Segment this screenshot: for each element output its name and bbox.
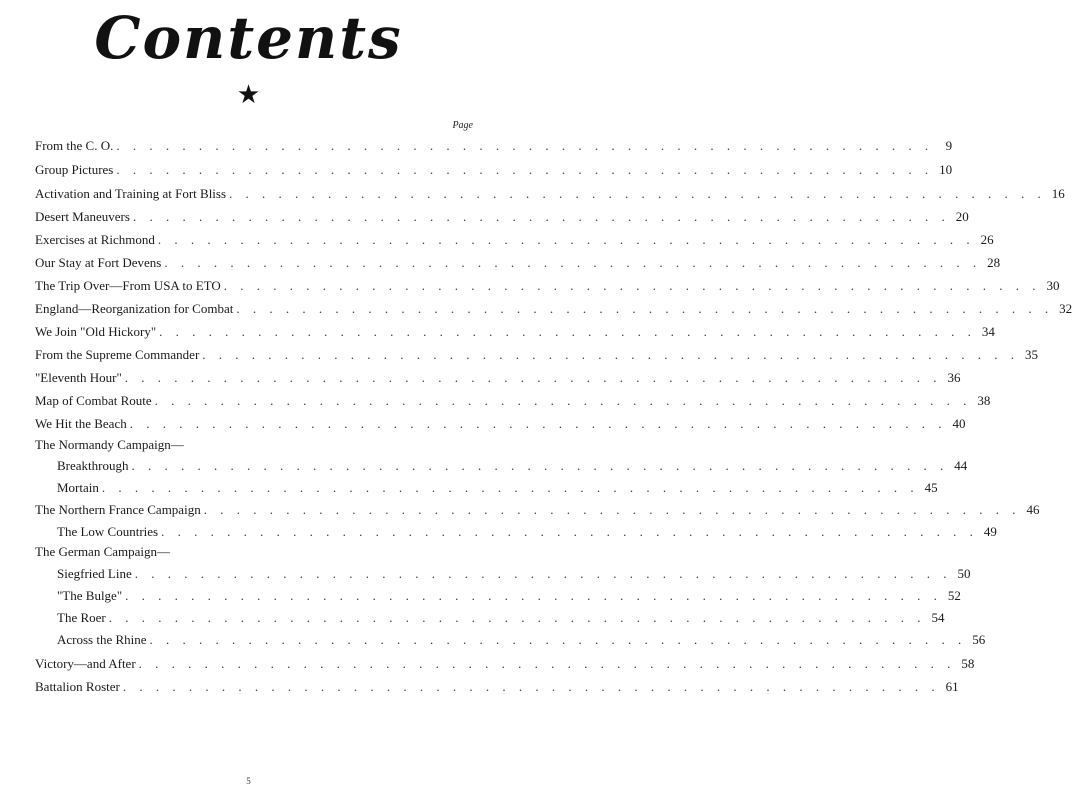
dot-leader: . . . . . . . . . . . . . . . . . . . . . . . . . . . . . . . . . . . . . . . . . . . . . . . . . . [122,679,940,694]
dot-leader: . . . . . . . . . . . . . . . . . . . . . . . . . . . . . . . . . . . . . . . . . . . . . . . . . . [223,278,1041,293]
dot-leader: . . . . . . . . . . . . . . . . . . . . . . . . . . . . . . . . . . . . . . . . . . . . . . . . . . [134,566,952,581]
toc-entry-label: Battalion Roster [35,679,120,694]
toc-entry-page: 45 [924,480,938,495]
toc-entry [35,135,953,157]
dot-leader: . . . . . . . . . . . . . . . . . . . . . . . . . . . . . . . . . . . . . . . . . . . . . . . . . . [159,324,976,339]
dot-leader: . . . . . . . . . . . . . . . . . . . . . . . . . . . . . . . . . . . . . . . . . . . . . . . . . . [154,393,972,408]
toc-entry-label: "Eleventh Hour" [35,370,122,385]
toc-entry-page: 49 [983,524,997,539]
toc-entry-label: The German Campaign— [35,544,171,559]
star-icon: ★ [236,80,261,109]
toc-entry-label: From the Supreme Commander [35,347,200,362]
toc-entry-label: "The Bulge" [57,588,123,603]
toc-entry [35,367,961,389]
toc-entry-label: Map of Combat Route [35,393,152,408]
toc-entry-label: The Trip Over—From USA to ETO [35,278,221,293]
toc-entry-label: The Northern France Campaign [35,502,201,517]
toc-entry-page: 50 [957,566,971,581]
toc-entry [35,229,994,251]
toc-entry-label: Breakthrough [57,458,129,473]
toc-entry-label: We Hit the Beach [35,416,127,431]
toc-entry-page: 44 [954,458,968,473]
toc-entry [35,298,1072,320]
toc-entry-label: Siegfried Line [57,566,132,581]
toc-entry-page: 9 [945,138,953,153]
toc-entry [35,541,473,563]
dot-leader: . . . . . . . . . . . . . . . . . . . . . . . . . . . . . . . . . . . . . . . . . . . . . . . . . . [164,255,982,270]
toc-entry [35,321,995,343]
toc-entry [35,653,975,675]
dot-leader: . . . . . . . . . . . . . . . . . . . . . . . . . . . . . . . . . . . . . . . . . . . . . . . . . . [202,347,1020,362]
toc-entry-label: England—Reorganization for Combat [35,301,234,316]
dot-leader: . . . . . . . . . . . . . . . . . . . . . . . . . . . . . . . . . . . . . . . . . . . . . . . . . . [125,588,942,603]
toc-entry [57,607,945,629]
toc-entry-page: 52 [947,588,961,603]
toc-entry-page: 46 [1026,502,1040,517]
toc-entry-label: From the C. O. [35,138,114,153]
dot-leader: . . . . . . . . . . . . . . . . . . . . . . . . . . . . . . . . . . . . . . . . . . . . . . . . . . [116,162,934,177]
toc-entry [35,252,1001,274]
toc-entry-label: Across the Rhine [57,632,147,647]
dot-leader: . . . . . . . . . . . . . . . . . . . . . . . . . . . . . . . . . . . . . . . . . . . . . . . . . . [129,416,947,431]
dot-leader: . . . . . . . . . . . . . . . . . . . . . . . . . . . . . . . . . . . . . . . . . . . . . . . . . . [108,610,926,625]
toc-entry [35,434,473,456]
toc-entry-page: 10 [939,162,953,177]
dot-leader: . . . . . . . . . . . . . . . . . . . . . . . . . . . . . . . . . . . . . . . . . . . . . . . . . . [149,632,967,647]
page-column-header: Page [452,120,473,131]
dot-leader: . . . . . . . . . . . . . . . . . . . . . . . . . . . . . . . . . . . . . . . . . . . . . . . . . . [229,186,1046,201]
dot-leader: . . . . . . . . . . . . . . . . . . . . . . . . . . . . . . . . . . . . . . . . . . . . . . . . . . [101,480,919,495]
toc-entry-label: Group Pictures [35,162,114,177]
toc-entry-label: Mortain [57,480,99,495]
toc-entry-page: 26 [980,232,994,247]
dot-leader: . . . . . . . . . . . . . . . . . . . . . . . . . . . . . . . . . . . . . . . . . . . . . . . . . . [203,502,1021,517]
toc-entry [35,390,991,412]
toc-entry-label: Activation and Training at Fort Bliss [35,186,227,201]
toc-entry-page: 38 [977,393,991,408]
toc-entry-label: The Roer [57,610,106,625]
toc-entry-page: 61 [945,679,959,694]
toc-entry [57,585,961,607]
toc-entry-page: 54 [931,610,945,625]
toc-entry [35,183,1065,205]
toc-entry [57,563,971,585]
toc-entry-page: 58 [961,656,975,671]
toc-entry-label: Our Stay at Fort Devens [35,255,162,270]
toc-entry-page: 32 [1059,301,1072,316]
toc-entry-label: Victory—and After [35,656,136,671]
toc-entry [35,159,953,181]
page-number: 5 [246,776,251,786]
dot-leader: . . . . . . . . . . . . . . . . . . . . . . . . . . . . . . . . . . . . . . . . . . . . . . . . . . [157,232,975,247]
toc-entry [57,477,938,499]
toc-entry-label: Desert Maneuvers [35,209,130,224]
toc-entry-label: We Join "Old Hickory" [35,324,157,339]
dot-leader: . . . . . . . . . . . . . . . . . . . . . . . . . . . . . . . . . . . . . . . . . . . . . . . . . . [132,209,950,224]
toc-entry-page: 28 [987,255,1001,270]
toc-entry-page: 35 [1025,347,1039,362]
toc-entry [35,206,969,228]
dot-leader: . . . . . . . . . . . . . . . . . . . . . . . . . . . . . . . . . . . . . . . . . . . . . . . . . . [124,370,942,385]
dot-leader: . . . . . . . . . . . . . . . . . . . . . . . . . . . . . . . . . . . . . . . . . . . . . . . . . . [138,656,956,671]
dot-leader: . . . . . . . . . . . . . . . . . . . . . . . . . . . . . . . . . . . . . . . . . . . . . . . . . . [236,301,1054,316]
toc-entry [35,344,1039,366]
dot-leader: . . . . . . . . . . . . . . . . . . . . . . . . . . . . . . . . . . . . . . . . . . . . . . . . . . [116,138,934,153]
toc-entry-page: 36 [947,370,961,385]
dot-leader: . . . . . . . . . . . . . . . . . . . . . . . . . . . . . . . . . . . . . . . . . . . . . . . . . . [131,458,949,473]
toc-entry [35,275,1060,297]
toc-entry [57,521,997,543]
toc-entry-label: The Normandy Campaign— [35,437,184,452]
toc-entry-page: 34 [981,324,995,339]
dot-leader: . . . . . . . . . . . . . . . . . . . . . . . . . . . . . . . . . . . . . . . . . . . . . . . . . . [161,524,978,539]
toc-entry-label: The Low Countries [57,524,159,539]
toc-entry [35,413,966,435]
toc-entry-page: 20 [955,209,969,224]
toc-entry [57,455,968,477]
toc-entry-page: 56 [972,632,986,647]
toc-entry [35,499,1040,521]
toc-entry-page: 40 [952,416,966,431]
toc-entry-label: Exercises at Richmond [35,232,155,247]
page-title: Contents [94,4,403,72]
toc-entry [57,629,986,651]
toc-entry-page: 30 [1046,278,1060,293]
toc-entry-page: 16 [1051,186,1065,201]
toc-entry [35,676,959,698]
